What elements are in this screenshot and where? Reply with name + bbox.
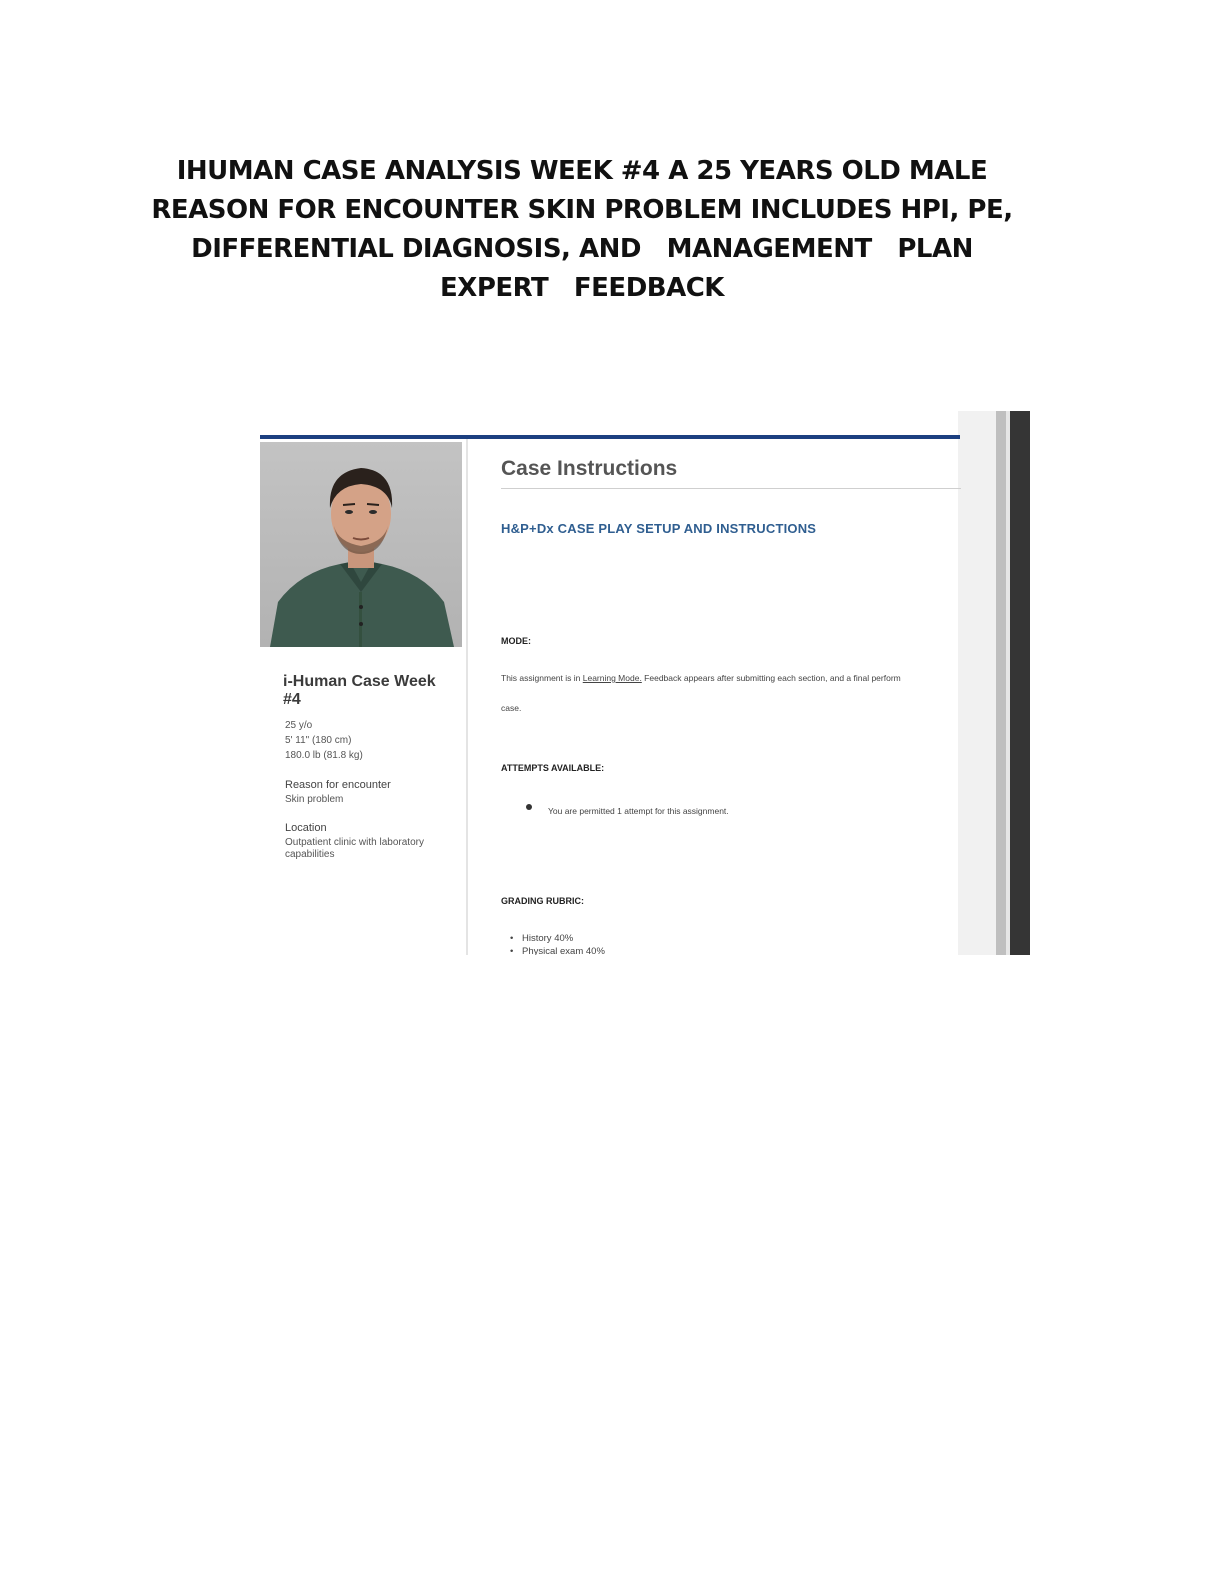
patient-weight: 180.0 lb (81.8 kg) bbox=[285, 750, 363, 761]
reason-value: Skin problem bbox=[285, 794, 344, 805]
title-line-3: DIFFERENTIAL DIAGNOSIS, AND MANAGEMENT PLAN bbox=[191, 234, 973, 264]
bullet-icon bbox=[526, 804, 532, 810]
mode-text-pre: This assignment is in bbox=[501, 673, 583, 683]
mode-label: MODE: bbox=[501, 636, 531, 646]
reason-label: Reason for encounter bbox=[285, 779, 391, 791]
list-item: • History 40% bbox=[510, 933, 574, 944]
setup-heading: H&P+Dx CASE PLAY SETUP AND INSTRUCTIONS bbox=[501, 521, 817, 536]
bullet-icon: • bbox=[510, 933, 514, 944]
case-name: i-Human Case Week #4 bbox=[283, 673, 436, 708]
page-title: Case Instructions bbox=[501, 457, 678, 480]
rubric-label: GRADING RUBRIC: bbox=[501, 896, 584, 906]
list-item: • Physical exam 40% bbox=[510, 946, 605, 955]
patient-height: 5' 11" (180 cm) bbox=[285, 735, 352, 746]
title-line-1: IHUMAN CASE ANALYSIS WEEK #4 A 25 YEARS OLD MALE bbox=[176, 156, 988, 186]
learning-mode-link[interactable]: Learning Mode. bbox=[582, 673, 642, 683]
title-line-4: EXPERT FEEDBACK bbox=[440, 273, 724, 303]
mode-text bbox=[501, 673, 901, 683]
location-label: Location bbox=[285, 822, 327, 834]
bullet-icon: • bbox=[510, 946, 514, 955]
embedded-screenshot bbox=[258, 411, 1030, 955]
scrollbar-track[interactable] bbox=[996, 411, 1006, 955]
title-line-2: REASON FOR ENCOUNTER SKIN PROBLEM INCLUDES HPI, PE, bbox=[151, 195, 1013, 225]
title-divider bbox=[501, 488, 961, 489]
attempts-label: ATTEMPTS AVAILABLE: bbox=[501, 763, 605, 773]
attempts-text: You are permitted 1 attempt for this assignment. bbox=[548, 806, 729, 816]
patient-age: 25 y/o bbox=[285, 720, 313, 731]
mode-text-cont: case. bbox=[501, 703, 522, 713]
document-title bbox=[150, 152, 1014, 308]
mode-text-post: Feedback appears after submitting each section, and a final perform bbox=[641, 673, 901, 683]
patient-avatar bbox=[260, 442, 462, 647]
window-edge bbox=[1010, 411, 1030, 955]
location-value: Outpatient clinic with laboratory capabilities bbox=[285, 837, 424, 860]
